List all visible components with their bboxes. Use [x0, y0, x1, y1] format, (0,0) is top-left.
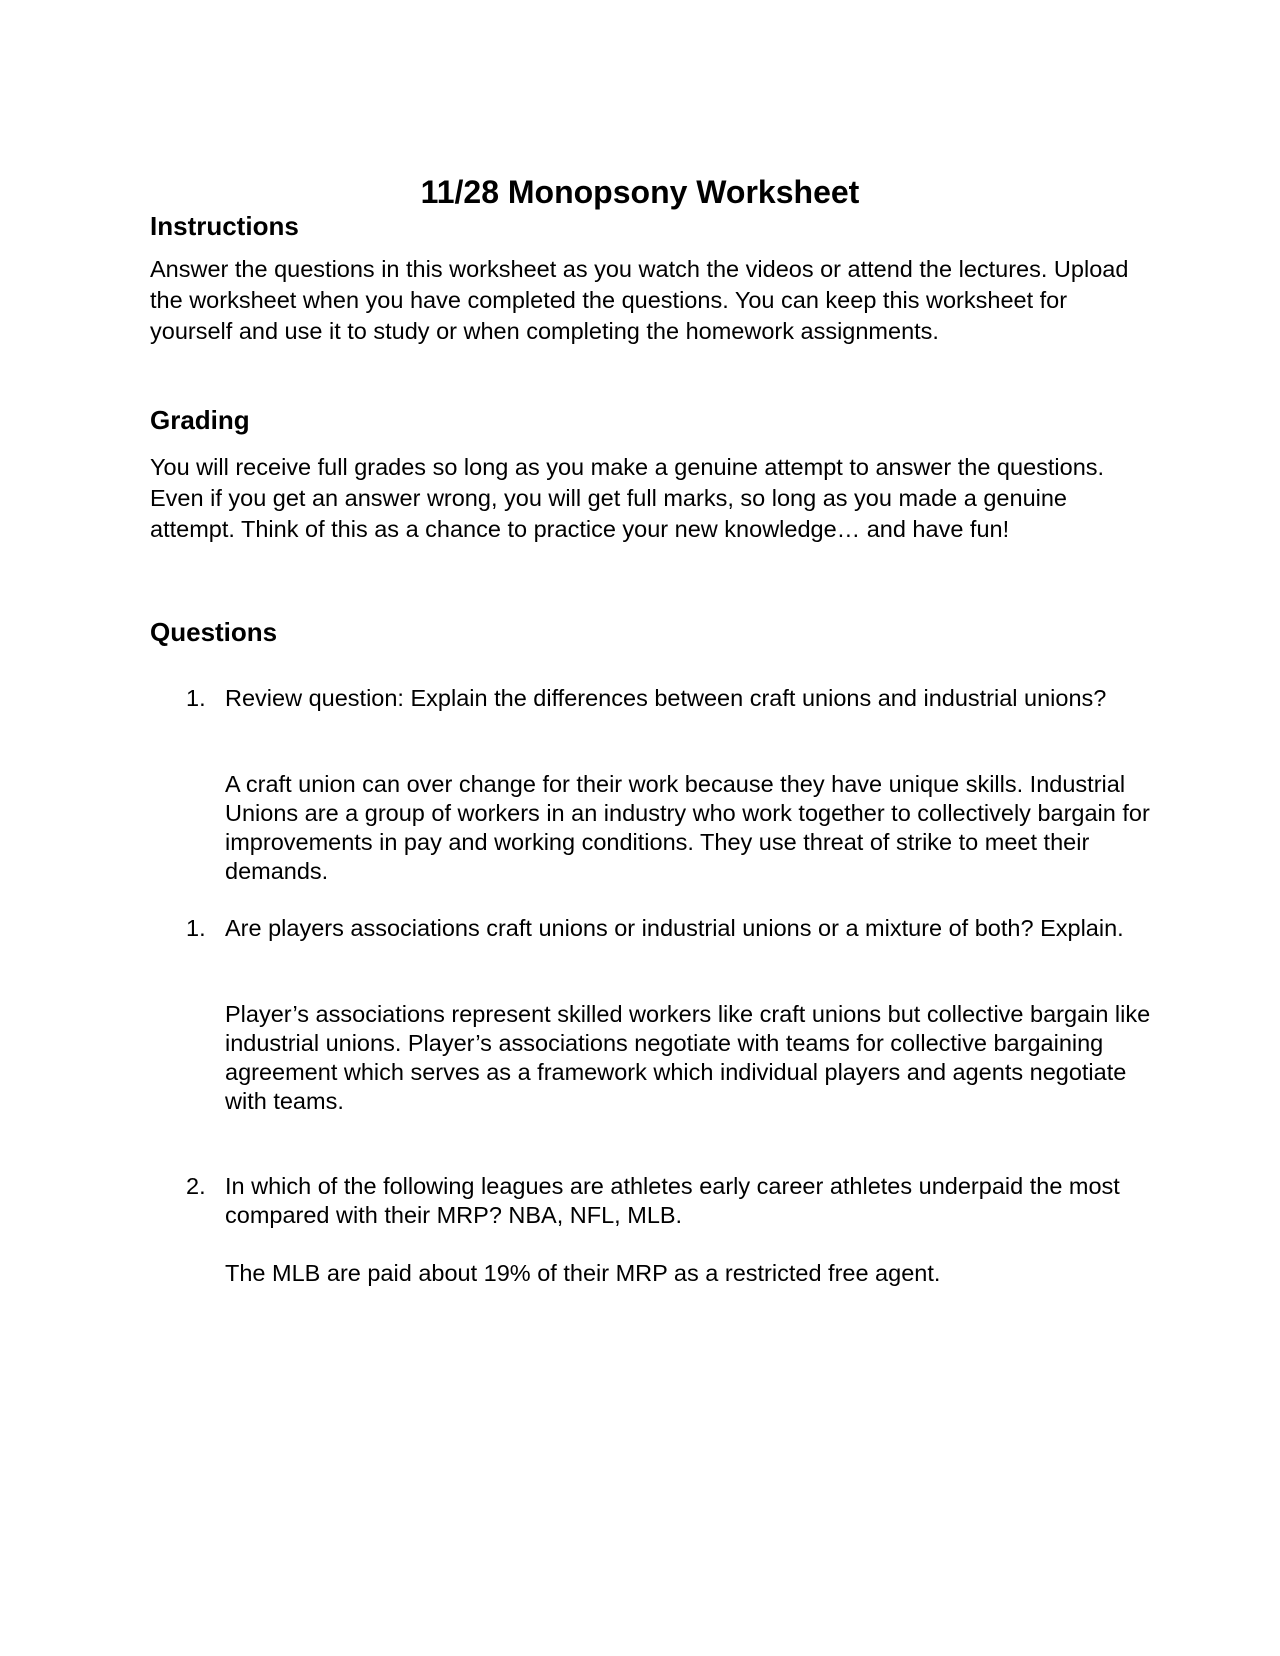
question-number: 2. — [186, 1173, 206, 1199]
instructions-heading: Instructions — [150, 211, 299, 241]
question-text: In which of the following leagues are athletes early career athletes underpaid the most compared with their MRP? NBA, NFL, MLB. — [225, 1173, 1120, 1228]
question-text: Review question: Explain the differences between craft unions and industrial unions? — [225, 685, 1107, 711]
answer-text: Player’s associations represent skilled workers like craft unions but collective bargain like industrial unions. Player’s associations negotiate with teams for collective bargaining agreement which serves as a framework which individual players and agents negotiate with teams. — [225, 1001, 1151, 1114]
instructions-body: Answer the questions in this worksheet as you watch the videos or attend the lectures. Upload the worksheet when you have completed the questions. You can keep this worksheet for yourself and use it to study or when completing the homework assignments. — [150, 256, 1129, 344]
question-number: 1. — [186, 915, 206, 941]
page-title: 11/28 Monopsony Worksheet — [420, 174, 860, 210]
question-number: 1. — [186, 685, 206, 711]
questions-heading: Questions — [150, 617, 278, 647]
grading-body: You will receive full grades so long as you make a genuine attempt to answer the questions. Even if you get an answer wrong, you will get full marks, so long as you made a genuine attempt. Think of this as a chance to practice your new knowledge… and have fun! — [150, 454, 1105, 542]
question-text: Are players associations craft unions or industrial unions or a mixture of both? Explain. — [225, 915, 1124, 941]
answer-text: A craft union can over change for their work because they have unique skills. Industrial Unions are a group of workers in an industry who work together to collectively bargain for improvements in pay and working conditions. They use threat of strike to meet their demands. — [225, 771, 1150, 884]
answer-text: The MLB are paid about 19% of their MRP as a restricted free agent. — [225, 1260, 941, 1286]
grading-heading: Grading — [150, 405, 250, 435]
